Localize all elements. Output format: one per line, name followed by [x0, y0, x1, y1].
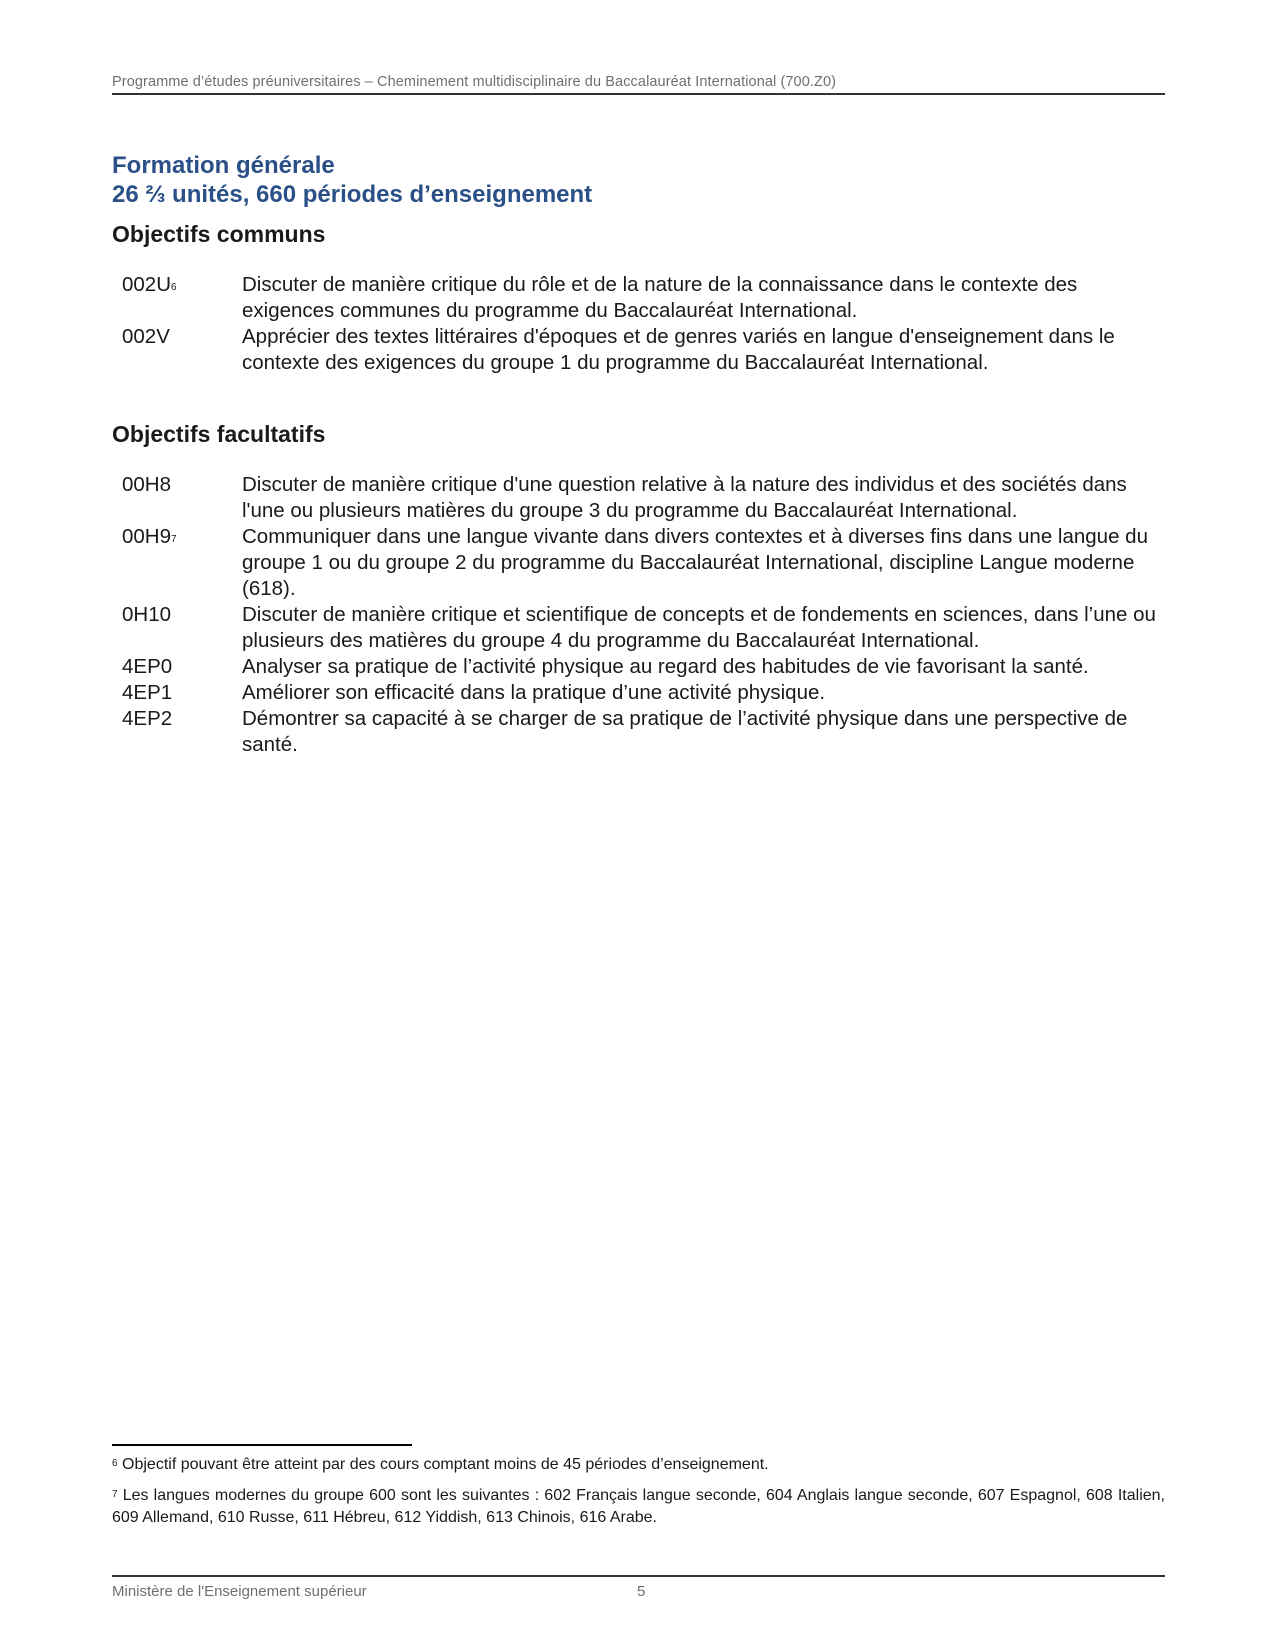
objective-code: $002U^6$ [122, 273, 177, 296]
objective-text: Améliorer son efficacité dans la pratique d’une activité physique. [242, 681, 826, 704]
objective-code: 00H8 [122, 473, 172, 496]
optional-objectives-heading: Objectifs facultatifs [112, 421, 326, 447]
objective-text: Communiquer dans une langue vivante dans divers contextes et à diverses fins dans une langue du groupe 1 ou du groupe 2 du programme du Baccalauréat International, discipline Langue moderne (618). [242, 525, 1148, 600]
objective-code: 002V [122, 325, 170, 348]
footnote-text: Objectif pouvant être atteint par des cours comptant moins de 45 périodes d’enseignement. [122, 1456, 769, 1473]
footnote-text: Les langues modernes du groupe 600 sont les suivantes : 602 Français langue seconde, 604 Anglais langue seconde, 607 Espagnol, 608 Italien, 609 Allemand, 610 Russe, 611 Hébreu, 612 Yiddish, 613 Chinois, 616 Arabe. [112, 1487, 1165, 1526]
common-objectives-heading: Objectifs communs [112, 221, 326, 247]
objective-item [122, 524, 1167, 602]
footer-publisher: Ministère de l'Enseignement supérieur [112, 1583, 367, 1600]
footnote-ref[interactable]: 7 [171, 534, 177, 545]
footnote-separator [112, 1444, 412, 1446]
objective-text: Démontrer sa capacité à se charger de sa pratique de l’activité physique dans une perspective de santé. [242, 707, 1128, 756]
footnote-number: 7 [112, 1489, 118, 1500]
objective-item [122, 706, 1167, 758]
objective-code: 4EP2 [122, 707, 173, 730]
footnote-6 [112, 1454, 1165, 1476]
objective-text: Apprécier des textes littéraires d'époques et de genres variés en langue d'enseignement dans le contexte des exigences du groupe 1 du programme du Baccalauréat International. [242, 325, 1115, 374]
objective-text: Analyser sa pratique de l’activité physique au regard des habitudes de vie favorisant la santé. [242, 655, 1089, 678]
section-subtitle: 26 ⅔ unités, 660 périodes d’enseignement [112, 181, 593, 208]
section-title: Formation générale [112, 152, 335, 179]
objective-code: $00H9^7$ [122, 525, 177, 548]
objective-item [122, 654, 1167, 680]
objective-item [122, 602, 1167, 654]
objective-text: Discuter de manière critique d'une question relative à la nature des individus et des sociétés dans l'une ou plusieurs matières du groupe 3 du programme du Baccalauréat International. [242, 473, 1127, 522]
objective-item [122, 324, 1167, 376]
page-number: 5 [637, 1583, 646, 1600]
footnote-ref[interactable]: 6 [171, 282, 177, 293]
page-footer [112, 1575, 1165, 1600]
section-title-block [112, 151, 592, 209]
objective-item [122, 680, 1167, 706]
objective-code: 4EP1 [122, 681, 173, 704]
optional-objectives-list [122, 472, 1167, 758]
common-objectives-list [122, 272, 1167, 376]
running-title: Programme d’études préuniversitaires – Cheminement multidisciplinaire du Baccalauréat International (700.Z0) [112, 74, 837, 90]
objective-item [122, 472, 1167, 524]
objective-text: Discuter de manière critique du rôle et de la nature de la connaissance dans le contexte des exigences communes du programme du Baccalauréat International. [242, 273, 1078, 322]
objective-item [122, 272, 1167, 324]
objective-code: 0H10 [122, 603, 172, 626]
footnote-number: 6 [112, 1458, 118, 1469]
objective-code: 4EP0 [122, 655, 173, 678]
footnote-7 [112, 1485, 1165, 1529]
page-header [112, 74, 1165, 95]
objective-text: Discuter de manière critique et scientifique de concepts et de fondements en sciences, dans l’une ou plusieurs des matières du groupe 4 du programme du Baccalauréat International. [242, 603, 1156, 652]
